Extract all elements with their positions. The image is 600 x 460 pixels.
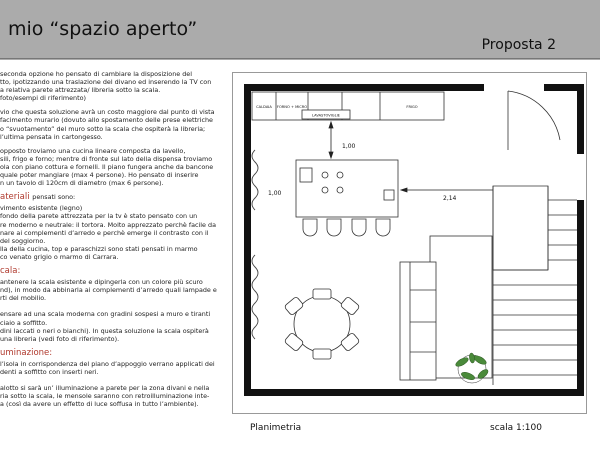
intro-paragraph: seconda opzione ho pensato di cambiare la disposizione del tto, ipotizzando una traslazione del divano ed inserendo la TV con a relativa parete attrezzata/ libreria sotto la scala. foto/esempi di riferimento) xyxy=(0,70,212,103)
dining-table xyxy=(284,289,360,359)
label-lavastoviglie: LAVASTOVIGLIE xyxy=(312,113,340,118)
door-swing xyxy=(508,91,560,150)
window-left xyxy=(252,150,258,339)
kitchen-paragraph: opposto troviamo una cucina lineare composta da lavello, sili, frigo e forno; mentre di fronte sul lato della dispensa troviamo ola con piano cottura e fornelli. Il piano fungera anche da bancone quale poter mangiare (max 4 persone). Ho pensato di inserire n un tavolo di 120cm di diametro (max 6 persone). xyxy=(0,146,214,188)
materials-heading-word: ateriali xyxy=(0,192,30,203)
stairs-heading: cala: xyxy=(0,265,21,276)
dim-right: 2,14 xyxy=(443,195,457,202)
staircase xyxy=(493,186,577,385)
stairs-paragraph: antenere la scala esistente e dipingerla con un colore più scuro nd), in modo da abbinarla ai complementi d’arredo quali lampade e rti del mobilio. ensare ad una scala moderna con gradini sospesi a muro e tiranti ciaio a soffitto. dini laccati o neri o bianchi). In questa soluzione la scala ospiterà una libreria (vedi foto di riferimento). xyxy=(0,278,217,343)
kitchen-island xyxy=(296,160,398,236)
materials-paragraph: vimento esistente (legno) fondo della parete attrezzata per la tv è stato pensato con un re moderno e neutrale: il tortora. Molto apprezzato perchè facile da nare ai complementi d’arredo e perchè emerge il contrasto con il del soggiorno. lla della cucina, top e paraschizzi sono stati pensati in marmo co venato grigio o marmo di Carrara. xyxy=(0,204,216,261)
lighting-paragraph: l’isola in corrispondenza del piano d’appoggio verrano applicati dei denti a soffitto con inserti neri. alotto si sarà un’ illuminazione a parete per la zona divani e nella ria sotto la scala, le mensole saranno con retroilluminazione inte- a (così da avere un effetto di luce soffusa in tutto l’ambiente). xyxy=(0,359,215,409)
proposal-label: Proposta 2 xyxy=(481,37,556,53)
costs-paragraph: vio che questa soluzione avrà un costo maggiore dal punto di vista facimento murario (dovuto allo spostamento delle prese elettriche o “svuotamento” del muro sotto la scala che ospiterà la libreria; l’ultima pensata in cartongesso. xyxy=(0,108,215,141)
materials-heading-rest: pensati sono: xyxy=(32,193,76,202)
dim-vertical: 1,00 xyxy=(342,143,356,150)
plan-scale: scala 1:100 xyxy=(490,423,542,433)
label-frigo: FRIGO xyxy=(406,105,418,109)
dim-left: 1,00 xyxy=(268,190,282,197)
lighting-heading: uminazione: xyxy=(0,347,53,358)
plan-caption: Planimetria xyxy=(250,423,302,433)
label-caldaia: CALDAIA xyxy=(256,105,272,109)
page-title: mio “spazio aperto” xyxy=(8,18,198,40)
label-forno: FORNO + MICRO xyxy=(276,105,308,109)
